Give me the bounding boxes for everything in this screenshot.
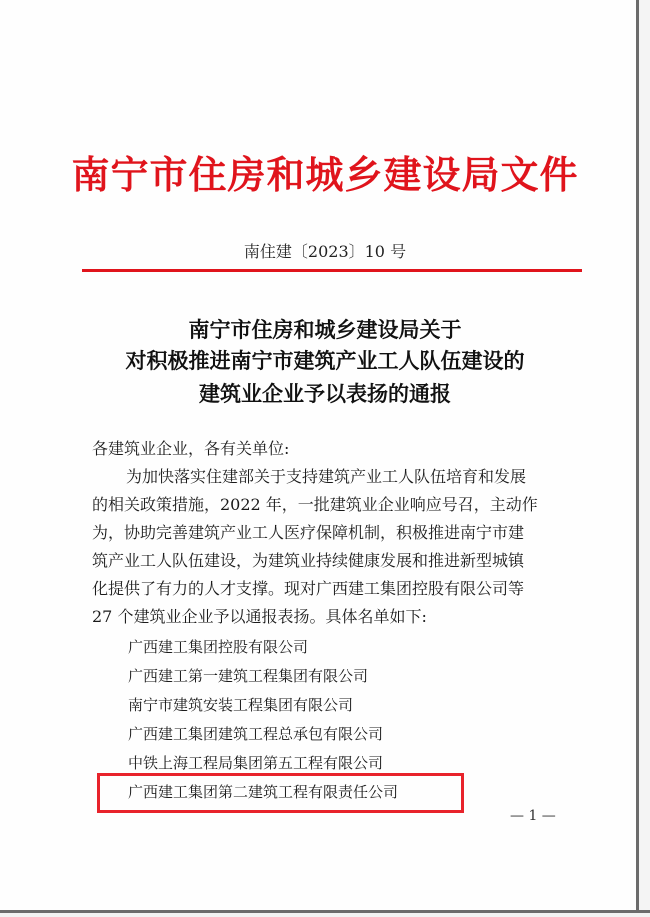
scan-margin-bottom (0, 913, 650, 917)
salutation: 各建筑业企业，各有关单位: (92, 439, 290, 458)
company-list-item: 广西建工集团控股有限公司 (128, 638, 309, 656)
red-highlight-box (97, 773, 464, 813)
body-paragraph-line: 为，协助完善建筑产业工人医疗保障机制，积极推进南宁市建 (92, 523, 525, 542)
body-paragraph-line: 的相关政策措施，2022 年，一批建筑业企业响应号召，主动作 (92, 495, 538, 514)
company-list-item: 广西建工第一建筑工程集团有限公司 (128, 667, 369, 685)
body-paragraph-line: 化提供了有力的人才支撑。现对广西建工集团控股有限公司等 (92, 579, 525, 598)
notice-title-line-1: 南宁市住房和城乡建设局关于 (188, 317, 462, 342)
page-number: — 1 — (510, 808, 556, 824)
document-number: 南住建〔2023〕10 号 (243, 242, 407, 261)
body-paragraph-line: 筑产业工人队伍建设，为建筑业持续健康发展和推进新型城镇 (92, 551, 525, 570)
notice-title-line-2: 对积极推进南宁市建筑产业工人队伍建设的 (125, 348, 525, 373)
company-list-item: 中铁上海工程局集团第五工程有限公司 (128, 754, 384, 772)
scan-margin-right (639, 0, 650, 917)
red-divider-line (82, 269, 582, 272)
company-list-item: 南宁市建筑安装工程集团有限公司 (128, 696, 354, 714)
body-paragraph-line: 为加快落实住建部关于支持建筑产业工人队伍培育和发展 (126, 467, 527, 486)
notice-title-line-3: 建筑业企业予以表扬的通报 (199, 381, 451, 406)
body-paragraph-line: 27 个建筑业企业予以通报表扬。具体名单如下: (92, 607, 427, 626)
issuer-title: 南宁市住房和城乡建设局文件 (71, 152, 579, 197)
company-list-item: 广西建工集团建筑工程总承包有限公司 (128, 725, 384, 743)
company-list-item-highlighted: 广西建工集团第二建筑工程有限责任公司 (128, 783, 399, 801)
